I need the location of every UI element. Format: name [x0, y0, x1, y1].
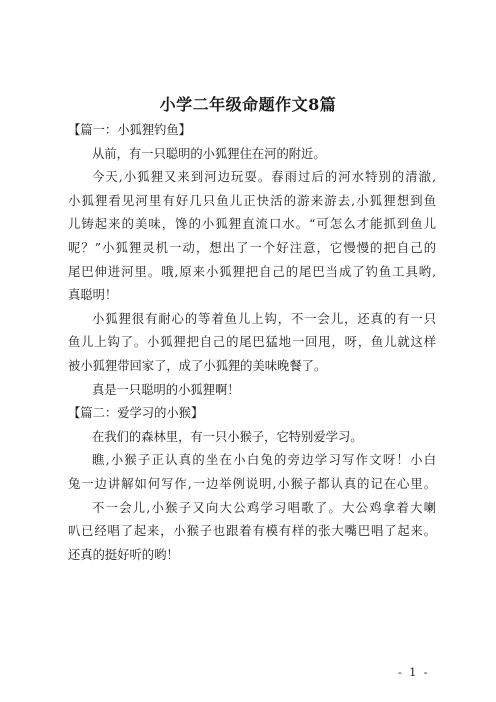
paragraph-line: 真聪明！ — [68, 288, 118, 303]
paragraph-line: 被小狐狸带回家了，成了小狐狸的美味晚餐了。 — [68, 358, 327, 373]
paragraph-line: 叭已经唱了起来，小猴子也跟着有模有样的张大嘴巴唱了起来。 — [68, 524, 436, 539]
paragraph-line: 真是一只聪明的小狐狸啊！ — [92, 382, 240, 397]
section-heading: 【篇二：爱学习的小猴】 — [68, 406, 204, 421]
section-heading: 【篇一：小狐狸钓鱼】 — [68, 123, 191, 137]
paragraph-line: 尾巴伸进河里。哦,原来小狐狸把自己的尾巴当成了钓鱼工具哟, — [68, 264, 436, 279]
document-body — [68, 119, 436, 567]
paragraph-line: 还真的挺好听的哟！ — [68, 547, 179, 562]
paragraph-line: 今天,小狐狸又来到河边玩耍。春雨过后的河水特别的清澈, — [92, 170, 436, 185]
page-number: - 1 - — [398, 666, 430, 679]
paragraph-line: 兔一边讲解如何写作,一边举例说明,小猴子都认真的记在心里。 — [68, 476, 436, 491]
document-title: 小学二年级命题作文8篇 — [159, 95, 337, 114]
paragraph-line: 儿铸起来的美味，馋的小狐狸直流口水。“可怎么才能抓到鱼儿 — [68, 217, 436, 232]
paragraph-line: 从前，有一只聪明的小狐狸住在河的附近。 — [92, 146, 326, 161]
paragraph-line: 瞧,小猴子正认真的坐在小白兔的旁边学习写作文呀！小白 — [92, 453, 436, 468]
paragraph-line: 小狐狸看见河里有好几只鱼儿正快活的游来游去,小狐狸想到鱼 — [68, 193, 436, 208]
paragraph-line: 呢？”小狐狸灵机一动，想出了一个好注意，它慢慢的把自己的 — [68, 240, 436, 255]
paragraph-line: 不一会儿,小猴子又向大公鸡学习唱歌了。大公鸡拿着大喇 — [92, 500, 436, 515]
paragraph-line: 鱼儿上钩了。小狐狸把自己的尾巴猛地一回甩，呀，鱼儿就这样 — [68, 335, 436, 350]
paragraph-line: 在我们的森林里，有一只小猴子，它特别爱学习。 — [92, 429, 363, 444]
paragraph-line: 小狐狸很有耐心的等着鱼儿上钩，不一会儿，还真的有一只 — [92, 311, 436, 326]
